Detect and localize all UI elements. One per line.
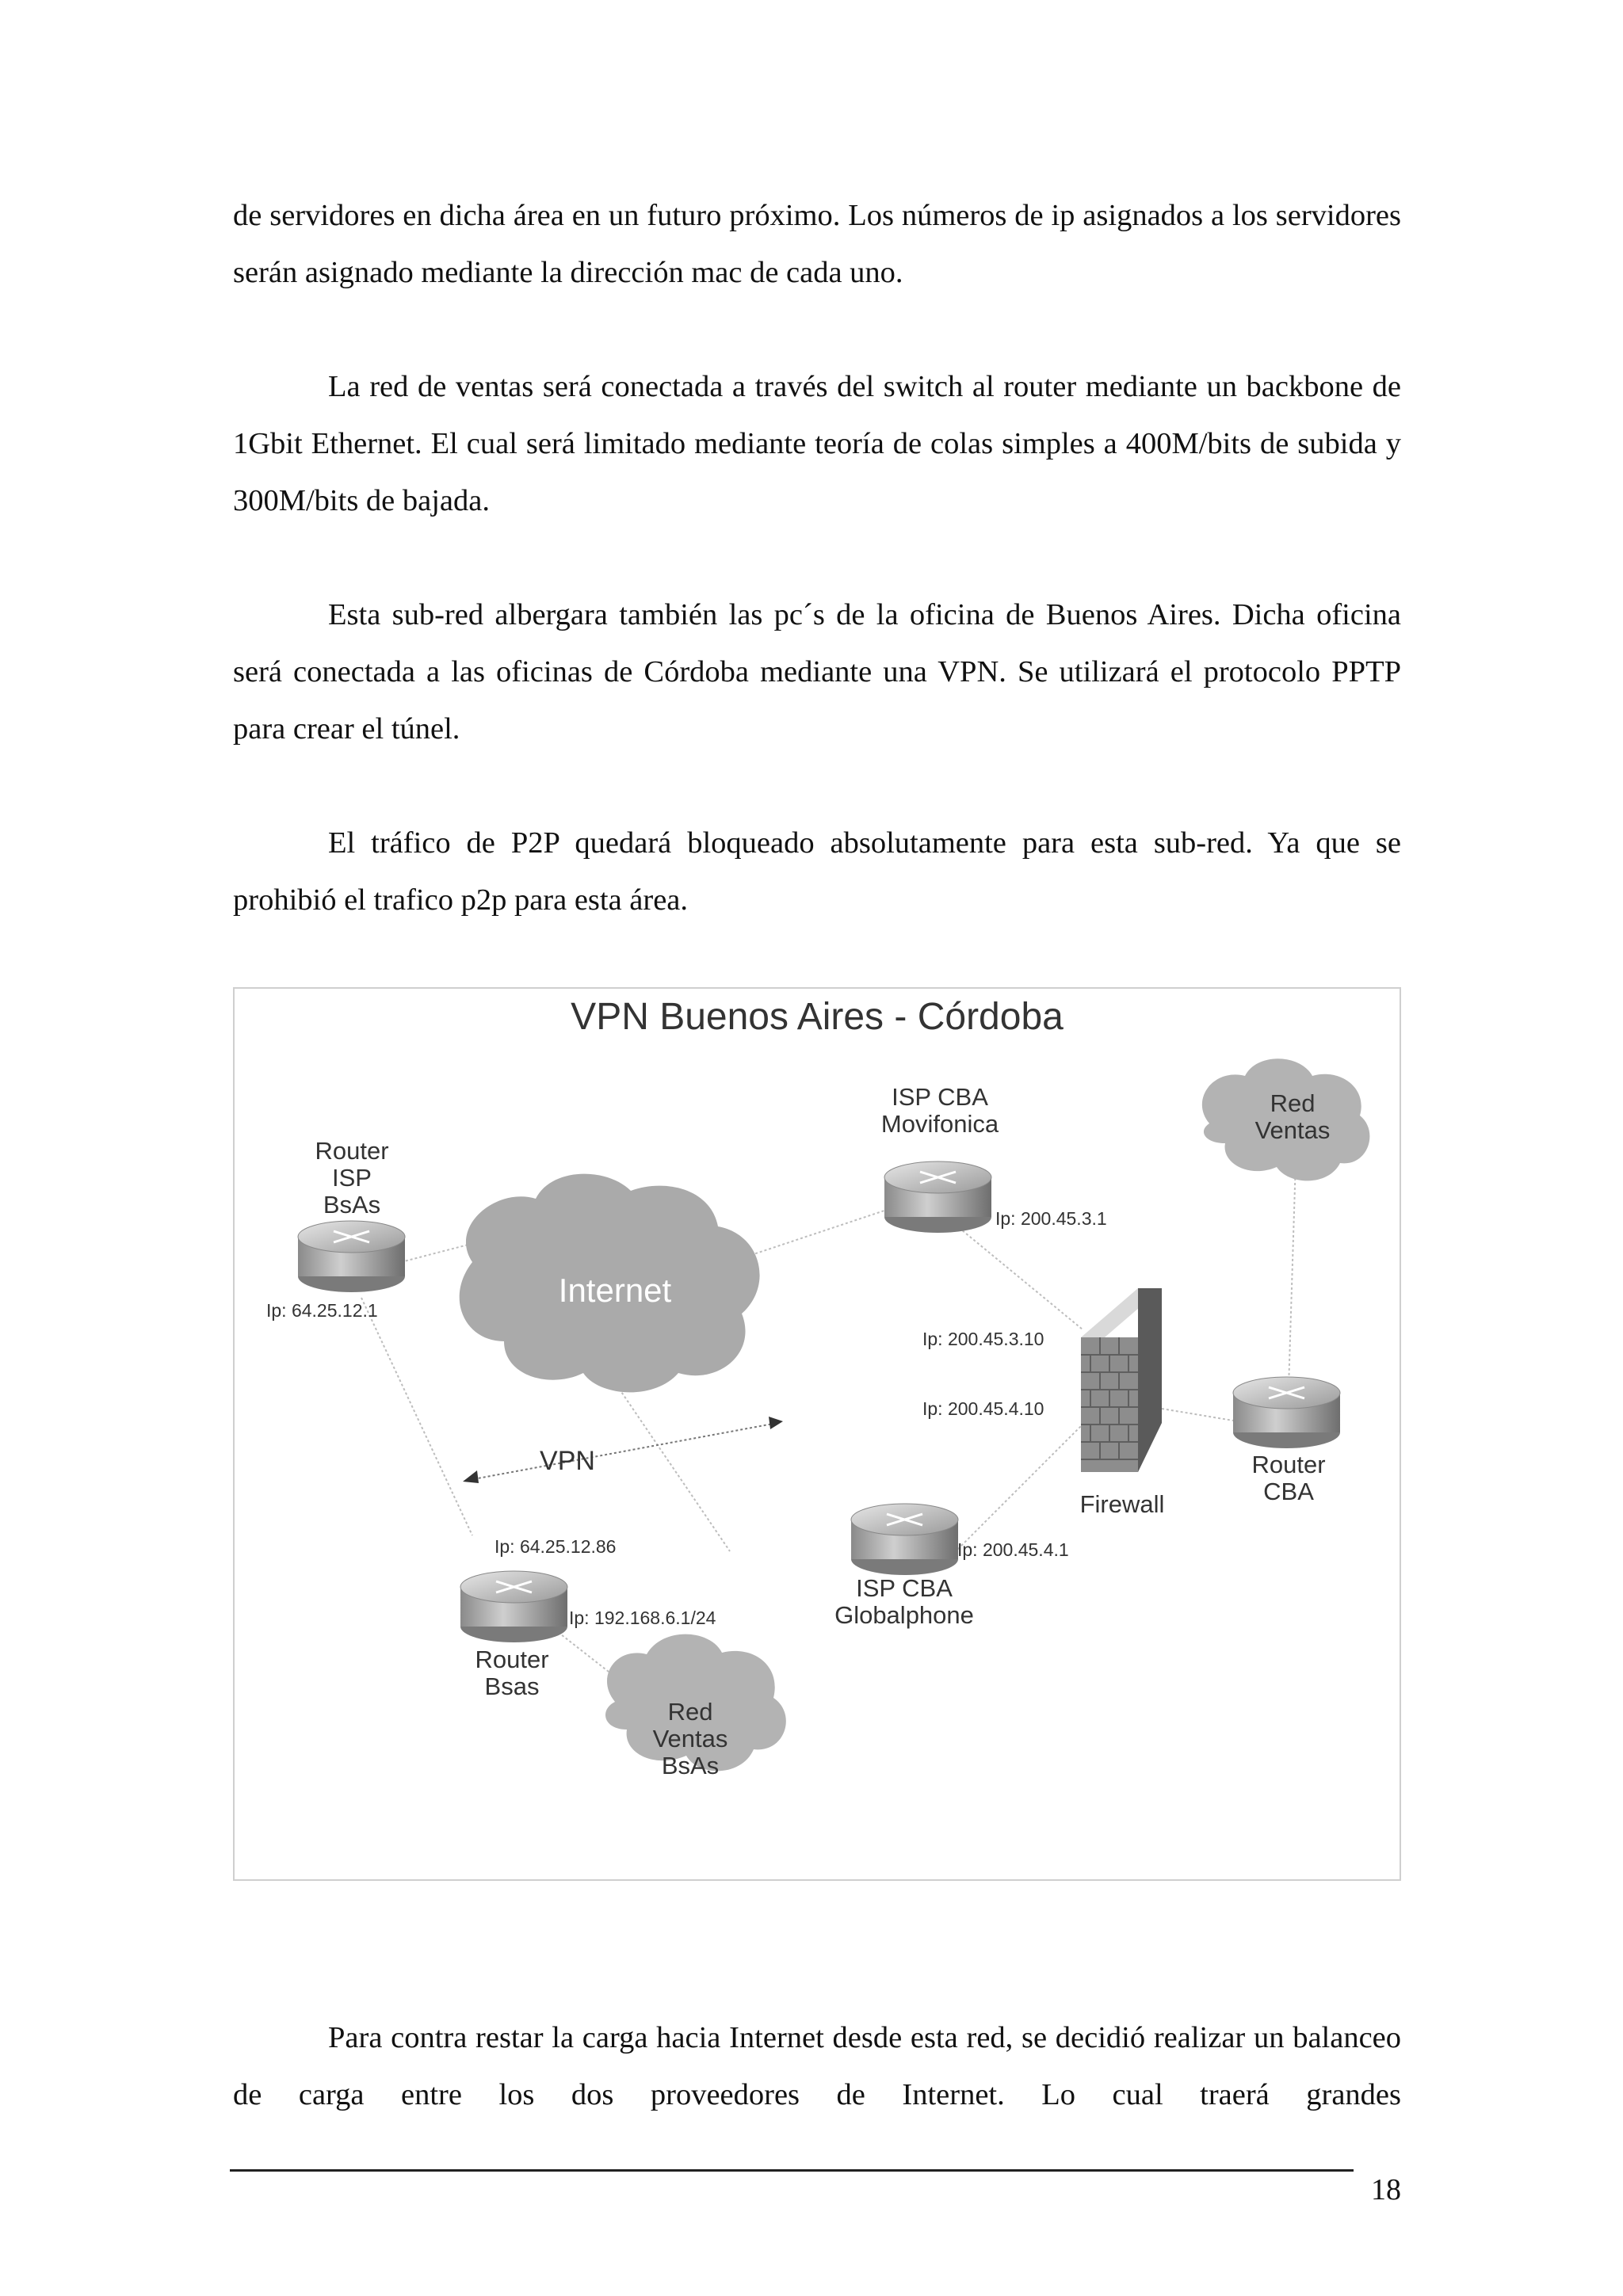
link-isp-bsas-router-bsas: [361, 1298, 472, 1535]
link-firewall-router-cba: [1162, 1409, 1233, 1421]
label-firewall: Firewall: [1079, 1490, 1165, 1518]
network-diagram: [233, 987, 1401, 1881]
ip-isp-movi: Ip: 200.45.3.1: [995, 1208, 1107, 1229]
paragraph-1: de servidores en dicha área en un futuro próximo. Los números de ip asignados a los servidores serán asignado mediante la dirección mac de cada uno.: [233, 199, 1401, 289]
router-bsas-icon: [460, 1571, 567, 1642]
label-internet: Internet: [558, 1272, 672, 1309]
paragraph-3: Esta sub-red albergara también las pc´s de la oficina de Buenos Aires. Dicha oficina será conectada a las oficinas de Córdoba mediante una VPN. Se utilizará el protocolo PPTP para crear el túnel.: [233, 598, 1401, 746]
diagram-title: VPN Buenos Aires - Córdoba: [571, 996, 1064, 1038]
paragraph-4: El tráfico de P2P quedará bloqueado absolutamente para esta sub-red. Ya que se prohibió el trafico p2p para esta área.: [233, 826, 1401, 917]
label-red-ventas: Red Ventas: [1254, 1089, 1331, 1145]
link-internet-global: [603, 1365, 730, 1551]
ip-firewall-1: Ip: 200.45.3.10: [922, 1329, 1044, 1349]
link-movi-firewall: [948, 1219, 1083, 1329]
label-vpn: VPN: [540, 1446, 595, 1476]
ip-router-bsas-lan: Ip: 192.168.6.1/24: [569, 1608, 716, 1628]
router-cba-icon: [1233, 1377, 1340, 1448]
link-internet-movi: [742, 1211, 884, 1258]
page-number: 18: [1371, 2173, 1401, 2206]
label-router-cba: Router CBA: [1251, 1451, 1326, 1506]
ip-isp-bsas: Ip: 64.25.12.1: [266, 1300, 378, 1321]
firewall-icon: [1081, 1288, 1162, 1472]
router-isp-bsas-icon: [298, 1221, 405, 1292]
diagram-graphics: [235, 989, 1400, 1879]
ip-router-bsas-wan: Ip: 64.25.12.86: [495, 1536, 617, 1557]
ip-isp-global: Ip: 200.45.4.1: [957, 1539, 1069, 1560]
label-router-bsas: Router Bsas: [475, 1646, 549, 1701]
label-isp-cba-globalphone: ISP CBA Globalphone: [834, 1574, 974, 1630]
router-isp-movi-icon: [884, 1161, 991, 1233]
footer-rule: [230, 2169, 1354, 2172]
label-router-isp-bsas: Router ISP BsAs: [315, 1137, 389, 1219]
router-isp-global-icon: [851, 1504, 958, 1575]
ip-firewall-2: Ip: 200.45.4.10: [922, 1398, 1044, 1419]
paragraph-5: Para contra restar la carga hacia Internet desde esta red, se decidió realizar un balanceo de carga entre los dos proveedores de Internet. Lo cual traerá grandes: [233, 2021, 1401, 2111]
paragraph-2: La red de ventas será conectada a través del switch al router mediante un backbone de 1Gbit Ethernet. El cual será limitado mediante teoría de colas simples a 400M/bits de subida y 300M/bits de bajada.: [233, 370, 1401, 517]
vpn-tunnel-arrow: [463, 1417, 783, 1483]
label-isp-cba-movifonica: ISP CBA Movifonica: [880, 1083, 999, 1138]
label-red-ventas-bsas: Red Ventas BsAs: [652, 1698, 728, 1780]
